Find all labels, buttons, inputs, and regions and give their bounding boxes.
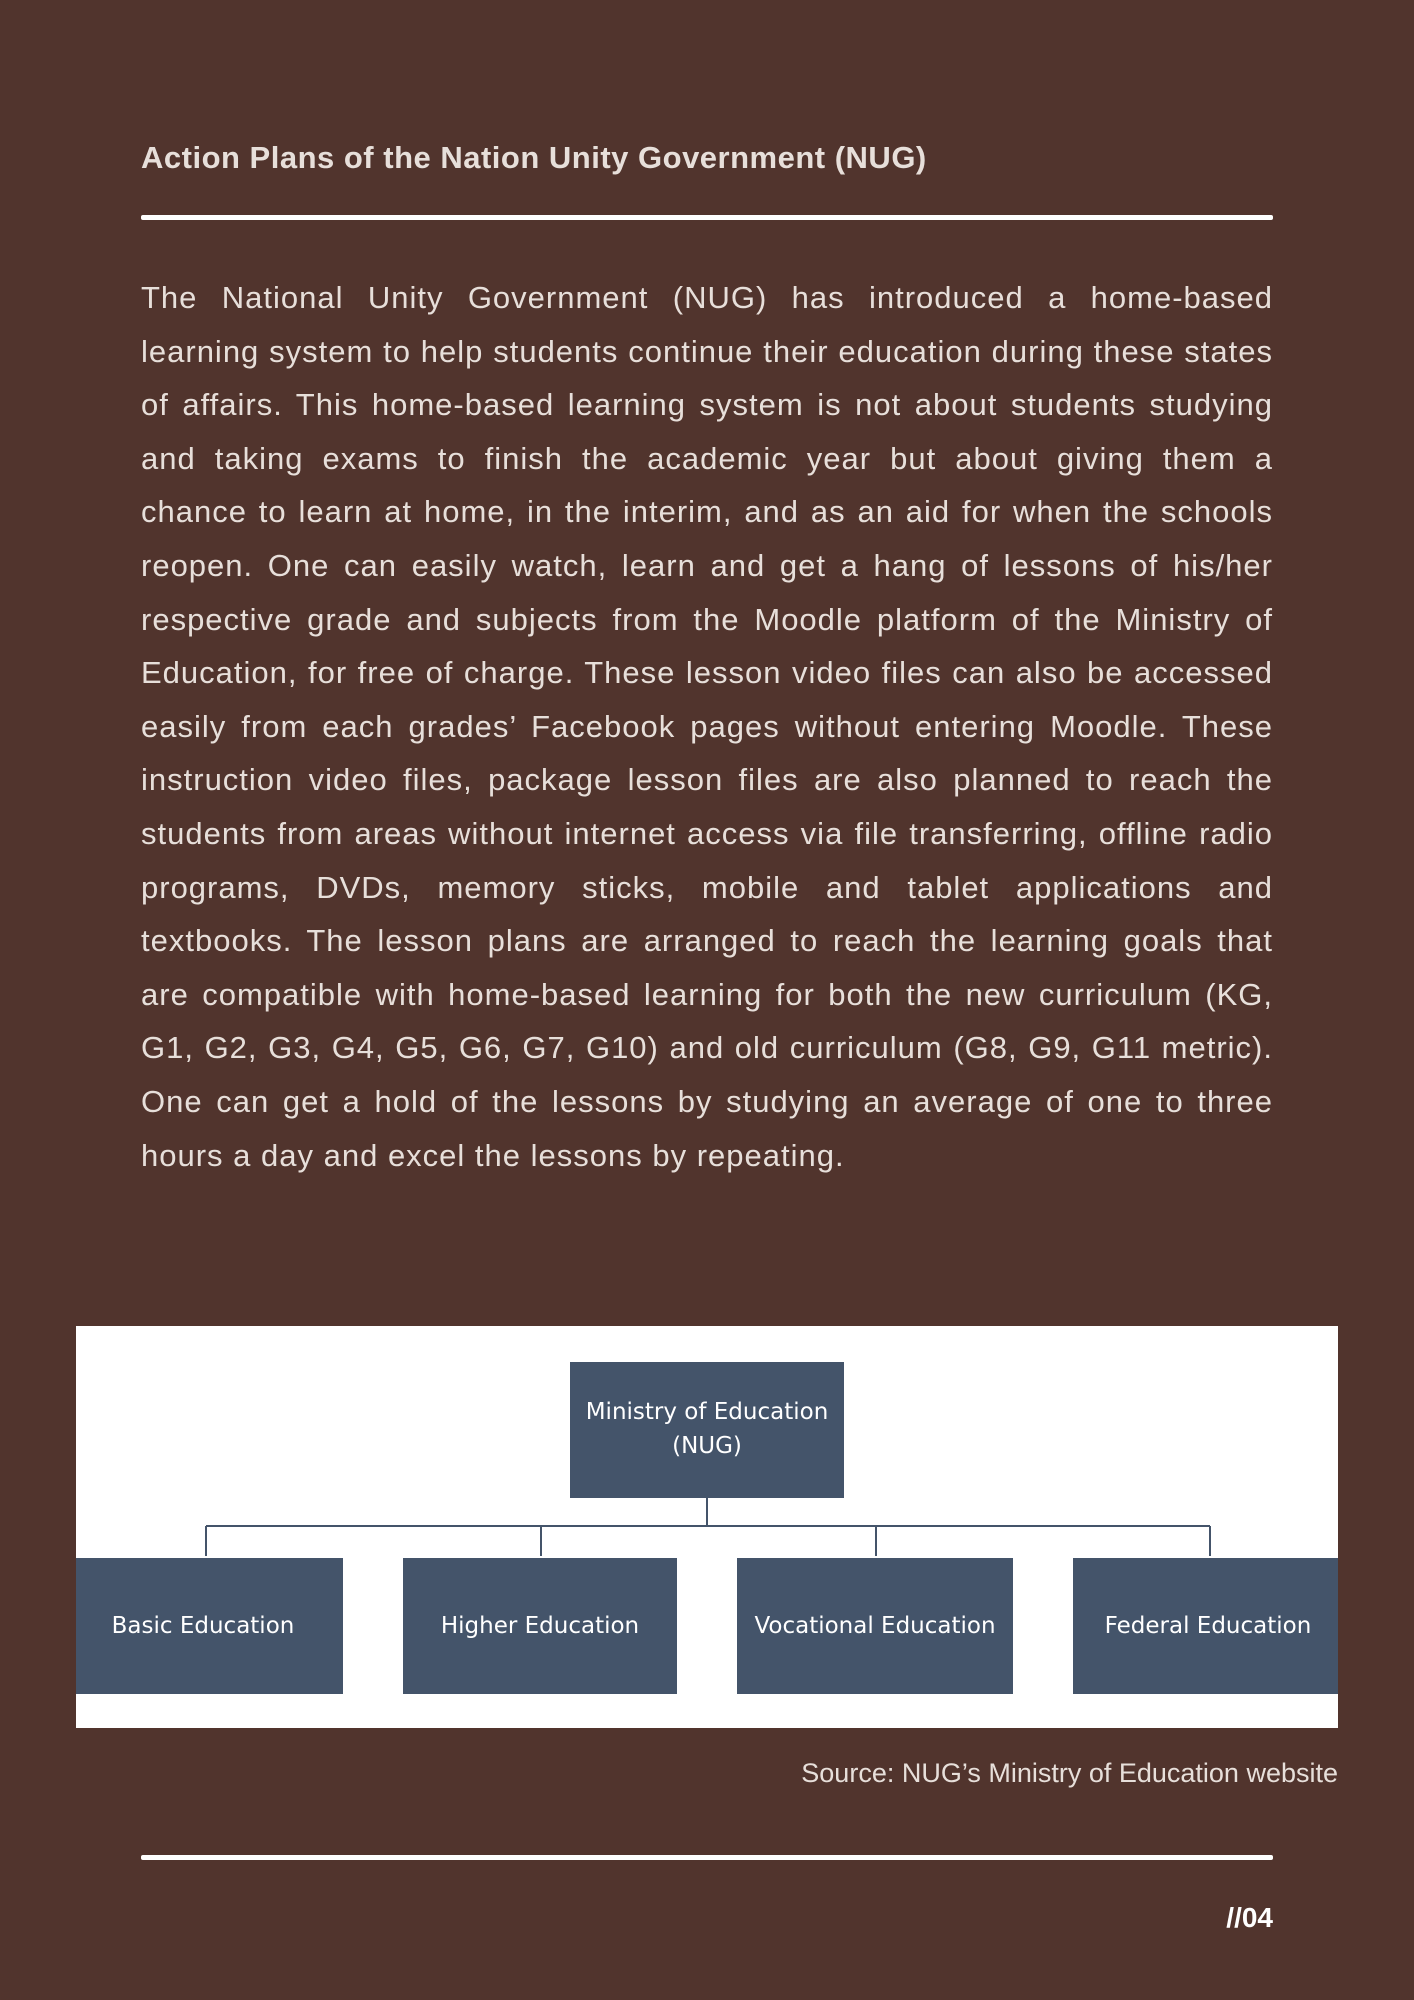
body-paragraph: The National Unity Government (NUG) has introduced a home-based learning system to help students continue their education during these states of affairs. This home-based learning system is not about students studying and taking exams to finish the academic year but about giving them a chance to learn at home, in the interim, and as an aid for when the schools reopen. One can easily watch, learn and get a hang of lessons of his/her respective grade and subjects from the Moodle platform of the Ministry of Education, for free of charge. These lesson video files can also be accessed easily from each grades’ Facebook pages without entering Moodle. These instruction video files, package lesson files are also planned to reach the students from areas without internet access via file transferring, offline radio programs, DVDs, memory sticks, mobile and tablet applications and textbooks. The lesson plans are arranged to reach the learning goals that are compatible with home-based learning for both the new curriculum (KG, G1, G2, G3, G4, G5, G6, G7, G10) and old curriculum (G8, G9, G11 metric). One can get a hold of the lessons by studying an average of one to three hours a day and excel the lessons by repeating. — [141, 280, 1273, 1173]
org-node-ministry-box — [570, 1362, 844, 1498]
source-caption: Source: NUG’s Ministry of Education website — [801, 1758, 1338, 1788]
page-number: //04 — [1226, 1902, 1273, 1933]
org-chart — [76, 1326, 1338, 1728]
org-node-vocational-education-label: Vocational Education — [754, 1613, 996, 1639]
bottom-divider — [141, 1855, 1273, 1860]
org-node-higher-education — [403, 1558, 677, 1694]
org-node-ministry-line2: (NUG) — [672, 1433, 742, 1459]
org-node-ministry-line1: Ministry of Education — [585, 1399, 829, 1425]
org-node-federal-education — [1073, 1558, 1338, 1694]
org-node-basic-education-label: Basic Education — [111, 1613, 295, 1639]
org-node-basic-education — [76, 1558, 343, 1694]
page-title: Action Plans of the Nation Unity Government (NUG) — [141, 140, 927, 175]
org-node-higher-education-label: Higher Education — [440, 1613, 640, 1639]
org-chart-connectors — [206, 1498, 1210, 1556]
org-node-federal-education-label: Federal Education — [1104, 1613, 1312, 1639]
org-chart-diagram — [76, 1326, 1338, 1728]
top-divider — [141, 215, 1273, 220]
org-node-ministry — [570, 1362, 844, 1498]
org-node-vocational-education — [737, 1558, 1013, 1694]
